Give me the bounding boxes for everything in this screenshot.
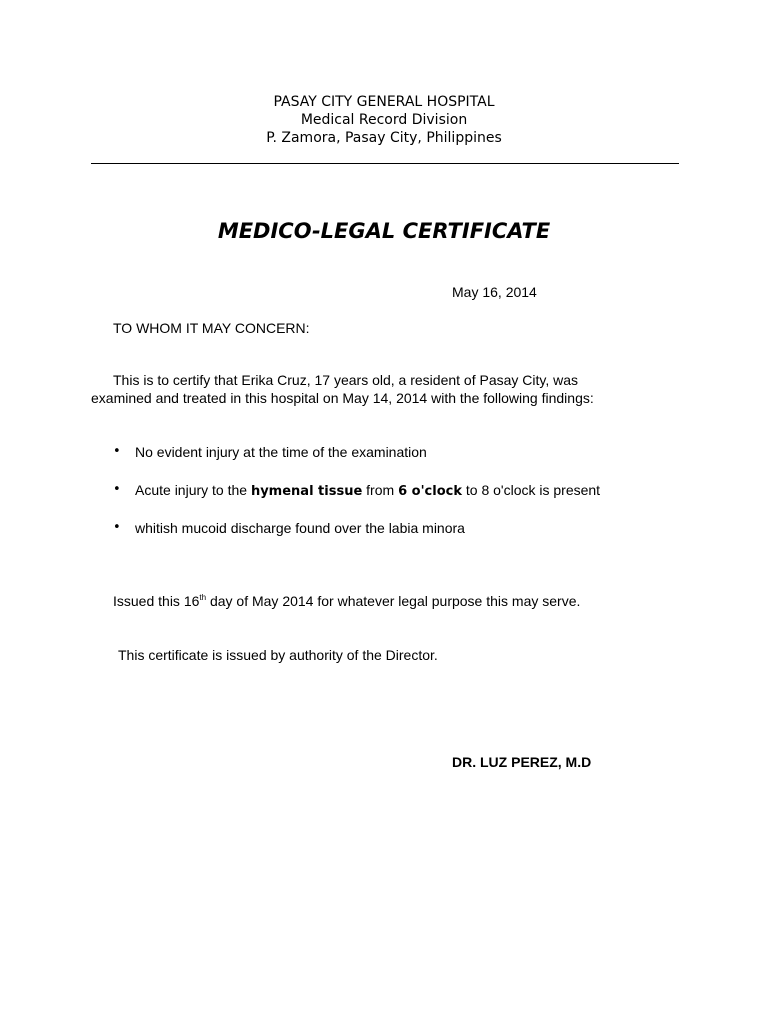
- bullet-icon: •: [113, 482, 121, 497]
- finding-1: No evident injury at the time of the examination: [135, 444, 427, 460]
- signatory-name: DR. LUZ PEREZ, M.D: [452, 754, 592, 770]
- salutation: TO WHOM IT MAY CONCERN:: [113, 320, 310, 336]
- body-line-1: This is to certify that Erika Cruz, 17 years old, a resident of Pasay City, was: [113, 372, 579, 388]
- hospital-address: P. Zamora, Pasay City, Philippines: [266, 130, 502, 146]
- issued-suffix: day of May 2014 for whatever legal purpose this may serve.: [206, 593, 581, 609]
- finding-2: [135, 481, 600, 501]
- authority-statement: This certificate is issued by authority of the Director.: [118, 647, 438, 663]
- finding-2-bold-2: 6 o'clock: [398, 484, 462, 499]
- finding-3: whitish mucoid discharge found over the labia minora: [135, 520, 465, 536]
- finding-2-part-2: from: [362, 482, 399, 498]
- issued-statement: [113, 592, 580, 610]
- finding-2-bold-1: hymenal tissue: [250, 484, 363, 499]
- issued-prefix: Issued this 16: [113, 593, 200, 609]
- finding-2-part-1: Acute injury to the: [135, 482, 251, 498]
- division-name: Medical Record Division: [300, 112, 468, 128]
- bullet-icon: •: [113, 444, 121, 459]
- finding-2-part-3: to 8 o'clock is present: [462, 482, 601, 498]
- header-divider: [91, 163, 679, 164]
- body-line-2: examined and treated in this hospital on May 14, 2014 with the following findings:: [91, 390, 594, 406]
- issued-ordinal: th: [199, 593, 207, 602]
- hospital-name: PASAY CITY GENERAL HOSPITAL: [273, 94, 495, 110]
- bullet-icon: •: [113, 520, 121, 535]
- certificate-date: May 16, 2014: [452, 284, 537, 300]
- document-title: MEDICO-LEGAL CERTIFICATE: [217, 219, 551, 243]
